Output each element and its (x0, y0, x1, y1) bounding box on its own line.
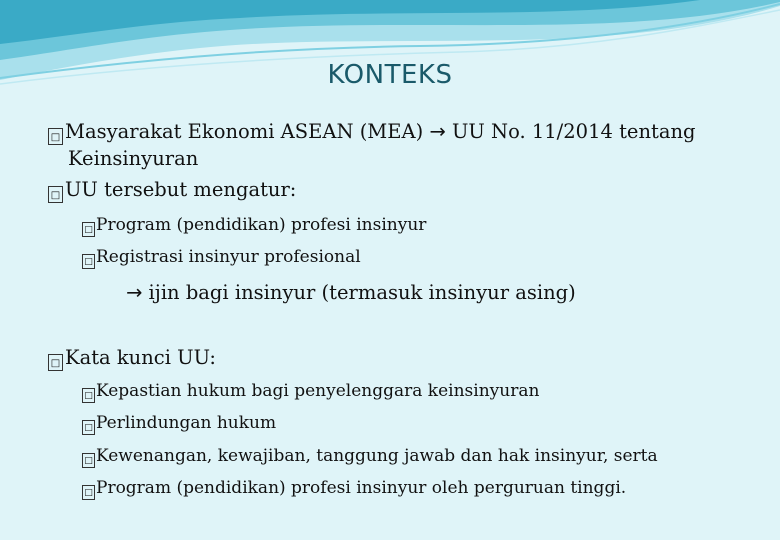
sub-bullet-registrasi (82, 247, 361, 269)
bullet-box-icon: □ (82, 453, 95, 468)
registrasi-text: Registrasi insinyur profesional (96, 247, 361, 267)
mea-text: Masyarakat Ekonomi ASEAN (MEA) (65, 120, 430, 143)
ijin-text: ijin bagi insinyur (termasuk insinyur asing) (142, 281, 576, 304)
kata-kunci-text: Kata kunci UU: (65, 346, 216, 369)
uu-text-continuation: Keinsinyuran (68, 147, 199, 170)
bullet-box-icon: □ (82, 388, 95, 403)
sub-bullet-kepastian (82, 381, 539, 403)
bullet-uu-mengatur (48, 178, 296, 203)
bullet-kata-kunci (48, 346, 216, 371)
kepastian-text: Kepastian hukum bagi penyelenggara keinsinyuran (96, 381, 540, 401)
perlindungan-text: Perlindungan hukum (96, 413, 277, 433)
ijin-line (126, 281, 576, 304)
bullet-box-icon: □ (82, 420, 95, 435)
uu-text: UU No. 11/2014 tentang (445, 120, 696, 143)
sub-bullet-perlindungan (82, 413, 276, 435)
bullet-box-icon: □ (82, 485, 95, 500)
bullet-box-icon: □ (82, 254, 95, 269)
bullet-box-icon: □ (48, 128, 63, 145)
bullet-box-icon: □ (48, 354, 63, 371)
program-text: Program (pendidikan) profesi insinyur (96, 215, 427, 235)
sub-bullet-program (82, 215, 426, 237)
slide-title: KONTEKS (327, 60, 453, 90)
arrow-icon: → (429, 120, 446, 143)
bullet-mea (48, 120, 696, 145)
bullet-box-icon: □ (82, 222, 95, 237)
sub-bullet-kewenangan (82, 446, 658, 468)
sub-bullet-program-pt (82, 478, 626, 500)
uu-mengatur-text: UU tersebut mengatur: (65, 178, 297, 201)
kewenangan-text: Kewenangan, kewajiban, tanggung jawab dan hak insinyur, serta (96, 446, 658, 466)
program-pt-text: Program (pendidikan) profesi insinyur oleh perguruan tinggi. (96, 478, 627, 498)
bullet-box-icon: □ (48, 186, 63, 203)
arrow-icon: → (126, 281, 143, 304)
